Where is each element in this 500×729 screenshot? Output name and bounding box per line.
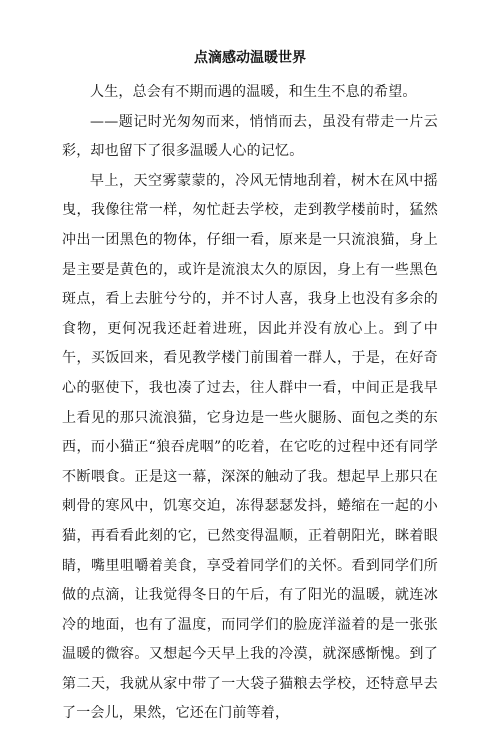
document-title: 点滴感动温暖世界 bbox=[194, 50, 306, 66]
paragraph-intro: ——题记时光匆匆而来，悄悄而去，虽没有带走一片云彩，却也留下了很多温暖人心的记忆。 bbox=[62, 113, 438, 160]
paragraph-body: 早上，天空雾蒙蒙的，冷风无情地刮着，树木在风中摇曳，我像往常一样，匆忙赶去学校，走到教学楼前时，猛然冲出一团黑色的物体，仔细一看，原来是一只流浪猫，身上是主要是黄色的，或许是流浪太久的原因，身上有一些黑色斑点，看上去脏兮兮的，并不讨人喜，我身上也没有多余的食物，更何况我还赶着进班，因此并没有放心上。到了中午，买饭回来，看见教学楼门前围着一群人，于是，在好奇心的驱使下，我也凑了过去，往人群中一看，中间正是我早上看见的那只流浪猫，它身边是一些火腿肠、面包之类的东西，而小猫正“狼吞虎咽”的吃着，在它吃的过程中还有同学不断喂食。正是这一幕，深深的触动了我。想起早上那只在刺骨的寒风中，饥寒交迫，冻得瑟瑟发抖，蜷缩在一起的小猫，再看看此刻的它，已然变得温顺，正着朝阳光，眯着眼睛，嘴里咀嚼着美食，享受着同学们的关怀。看到同学们所做的点滴，让我觉得冬日的午后，有了阳光的温暖，就连冰冷的地面，也有了温度，而同学们的脸庞洋溢着的是一张张温暖的微容。又想起今天早上我的冷漠，就深感惭愧。到了第二天，我就从家中带了一大袋子猫粮去学校，还特意早去了一会儿，果然，它还在门前等着， bbox=[62, 172, 438, 722]
paragraph-epigraph: 人生，总会有不期而遇的温暖，和生生不息的希望。 bbox=[90, 84, 417, 100]
document-page bbox=[62, 48, 438, 729]
